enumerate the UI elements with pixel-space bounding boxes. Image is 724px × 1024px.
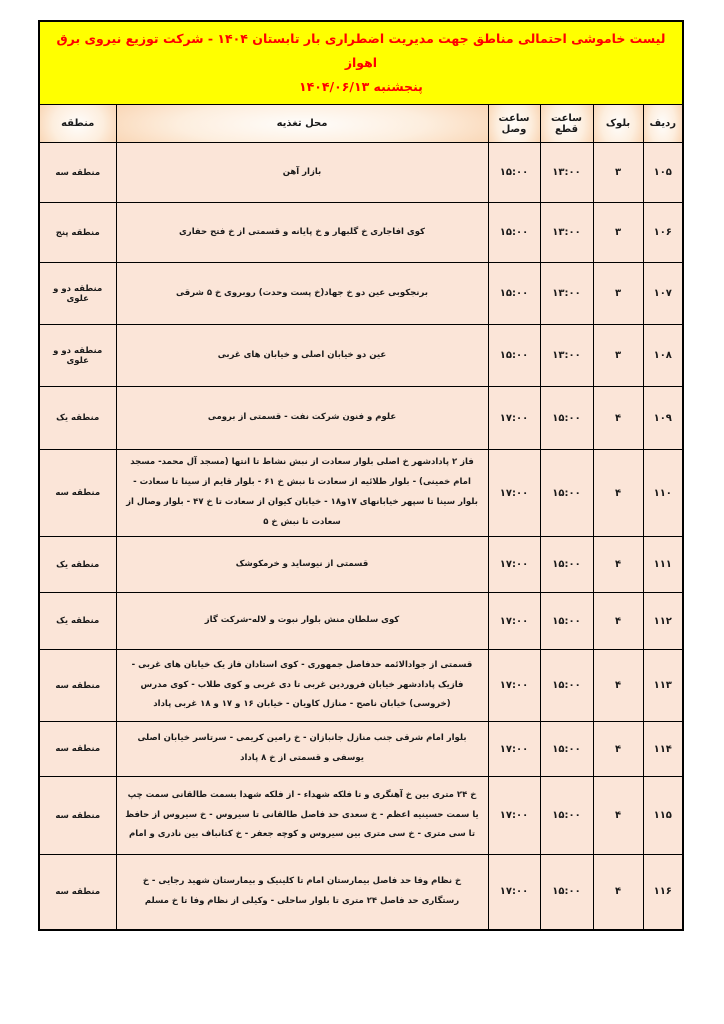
cell-cut-time: ۱۳:۰۰ — [540, 143, 593, 203]
cell-cut-time: ۱۳:۰۰ — [540, 263, 593, 325]
cell-location: بازار آهن — [116, 143, 488, 203]
cell-reconnect-time: ۱۷:۰۰ — [488, 722, 540, 777]
cell-block: ۴ — [593, 450, 643, 537]
cell-row-number: ۱۱۰ — [643, 450, 683, 537]
cell-region: منطقه یک — [39, 387, 116, 450]
table-row — [39, 325, 683, 387]
cell-row-number: ۱۰۷ — [643, 263, 683, 325]
document-title — [39, 21, 683, 105]
cell-location: خ نظام وفا حد فاصل بیمارستان امام تا کلینیک و بیمارستان شهید رجایی - خ رستگاری حد فاصل ۲۴ متری تا بلوار ساحلی - وکیلی از نظام وفا تا خ مسلم — [116, 855, 488, 930]
cell-region: منطقه سه — [39, 722, 116, 777]
cell-location: برنجکوبی عین دو خ جهاد(خ پست وحدت) روبروی خ ۵ شرقی — [116, 263, 488, 325]
header-reconnect-time: ساعت وصل — [488, 105, 540, 143]
header-row-number: ردیف — [643, 105, 683, 143]
cell-location: کوی سلطان منش بلوار نبوت و لاله-شرکت گاز — [116, 593, 488, 650]
cell-block: ۴ — [593, 593, 643, 650]
cell-reconnect-time: ۱۷:۰۰ — [488, 450, 540, 537]
cell-region: منطقه سه — [39, 650, 116, 722]
table-row — [39, 650, 683, 722]
header-cut-time: ساعت قطع — [540, 105, 593, 143]
cell-row-number: ۱۰۸ — [643, 325, 683, 387]
cell-region: منطقه سه — [39, 777, 116, 855]
cell-reconnect-time: ۱۷:۰۰ — [488, 855, 540, 930]
cell-cut-time: ۱۵:۰۰ — [540, 722, 593, 777]
cell-reconnect-time: ۱۵:۰۰ — [488, 263, 540, 325]
outage-table — [38, 20, 684, 931]
cell-location: قسمتی از جوادالائمه حدفاصل جمهوری - کوی استادان فاز یک خیابان های غربی - فازیک پادادشهر خیابان فروردین غربی تا دی غربی و کوی طلاب - کوی مدرس (خروسی) خیابان ناصح - منازل کاویان - خیابان ۱۶ و ۱۷ و ۱۸ غربی پاداد — [116, 650, 488, 722]
cell-reconnect-time: ۱۷:۰۰ — [488, 777, 540, 855]
cell-block: ۴ — [593, 722, 643, 777]
cell-region: منطقه سه — [39, 855, 116, 930]
cell-location: فاز ۲ پادادشهر خ اصلی بلوار سعادت از نبش نشاط تا انتها (مسجد آل محمد- مسجد امام خمینی) - بلوار طلائیه از سعادت تا نبش خ ۶۱ - بلوار قایم از سینا تا سعادت - بلوار سینا تا سپهر خیابانهای ۱۷و۱۸ - خیابان کیوان از سعادت تا خ ۴۷ - بلوار وصال از سعادت تا نبش خ ۵ — [116, 450, 488, 537]
table-row — [39, 537, 683, 593]
cell-block: ۴ — [593, 537, 643, 593]
cell-reconnect-time: ۱۷:۰۰ — [488, 593, 540, 650]
cell-cut-time: ۱۵:۰۰ — [540, 450, 593, 537]
title-line-1: لیست خاموشی احتمالی مناطق جهت مدیریت اضطراری بار تابستان ۱۴۰۴ - شرکت توزیع نیروی برق اهواز — [56, 31, 666, 70]
cell-row-number: ۱۰۶ — [643, 203, 683, 263]
cell-cut-time: ۱۵:۰۰ — [540, 855, 593, 930]
cell-row-number: ۱۰۵ — [643, 143, 683, 203]
cell-cut-time: ۱۵:۰۰ — [540, 650, 593, 722]
cell-cut-time: ۱۵:۰۰ — [540, 593, 593, 650]
cell-reconnect-time: ۱۷:۰۰ — [488, 387, 540, 450]
cell-reconnect-time: ۱۵:۰۰ — [488, 143, 540, 203]
cell-cut-time: ۱۵:۰۰ — [540, 537, 593, 593]
cell-reconnect-time: ۱۷:۰۰ — [488, 537, 540, 593]
cell-row-number: ۱۱۲ — [643, 593, 683, 650]
cell-row-number: ۱۱۳ — [643, 650, 683, 722]
cell-cut-time: ۱۵:۰۰ — [540, 777, 593, 855]
cell-reconnect-time: ۱۷:۰۰ — [488, 650, 540, 722]
cell-region: منطقه سه — [39, 450, 116, 537]
title-row — [39, 21, 683, 105]
table-row — [39, 593, 683, 650]
cell-location: خ ۲۴ متری بین خ آهنگری و تا فلکه شهداء - از فلکه شهدا بسمت طالقانی سمت چپ یا سمت حسینیه اعظم - خ سعدی حد فاصل طالقانی تا سیروس - خ سیروس از حافظ تا سی متری - خ سی متری بین سیروس و کوچه جعفر - خ کتانباف بین نادری و امام — [116, 777, 488, 855]
table-row — [39, 722, 683, 777]
cell-block: ۳ — [593, 325, 643, 387]
cell-cut-time: ۱۳:۰۰ — [540, 325, 593, 387]
cell-row-number: ۱۱۴ — [643, 722, 683, 777]
cell-region: منطقه پنج — [39, 203, 116, 263]
cell-location: عین دو خیابان اصلی و خیابان های غربی — [116, 325, 488, 387]
table-row — [39, 387, 683, 450]
header-block: بلوک — [593, 105, 643, 143]
cell-cut-time: ۱۳:۰۰ — [540, 203, 593, 263]
cell-block: ۴ — [593, 855, 643, 930]
cell-region: منطقه سه — [39, 143, 116, 203]
cell-location: قسمتی از نیوساید و خرمکوشک — [116, 537, 488, 593]
cell-row-number: ۱۱۵ — [643, 777, 683, 855]
cell-row-number: ۱۱۶ — [643, 855, 683, 930]
cell-block: ۴ — [593, 650, 643, 722]
cell-region: منطقه یک — [39, 593, 116, 650]
table-row — [39, 450, 683, 537]
cell-region: منطقه دو و علوی — [39, 325, 116, 387]
cell-region: منطقه یک — [39, 537, 116, 593]
table-row — [39, 777, 683, 855]
cell-row-number: ۱۰۹ — [643, 387, 683, 450]
table-row — [39, 143, 683, 203]
table-row — [39, 855, 683, 930]
cell-block: ۳ — [593, 263, 643, 325]
table-row — [39, 203, 683, 263]
cell-location: علوم و فنون شرکت نفت - قسمتی از برومی — [116, 387, 488, 450]
cell-region: منطقه دو و علوی — [39, 263, 116, 325]
title-line-2: پنجشنبه ۱۴۰۴/۰۶/۱۳ — [299, 79, 423, 94]
cell-block: ۳ — [593, 203, 643, 263]
cell-block: ۳ — [593, 143, 643, 203]
cell-row-number: ۱۱۱ — [643, 537, 683, 593]
header-region: منطقه — [39, 105, 116, 143]
cell-location: بلوار امام شرقی جنب منازل جانبازان - خ رامین کریمی - سرتاسر خیابان اصلی یوسفی و قسمتی از خ ۸ پاداد — [116, 722, 488, 777]
cell-block: ۴ — [593, 777, 643, 855]
header-location: محل تغذیه — [116, 105, 488, 143]
cell-reconnect-time: ۱۵:۰۰ — [488, 203, 540, 263]
table-row — [39, 263, 683, 325]
table-header-row — [39, 105, 683, 143]
cell-reconnect-time: ۱۵:۰۰ — [488, 325, 540, 387]
cell-block: ۴ — [593, 387, 643, 450]
cell-cut-time: ۱۵:۰۰ — [540, 387, 593, 450]
cell-location: کوی افاجاری خ گلبهار و خ پایانه و قسمتی از خ فتح حفاری — [116, 203, 488, 263]
